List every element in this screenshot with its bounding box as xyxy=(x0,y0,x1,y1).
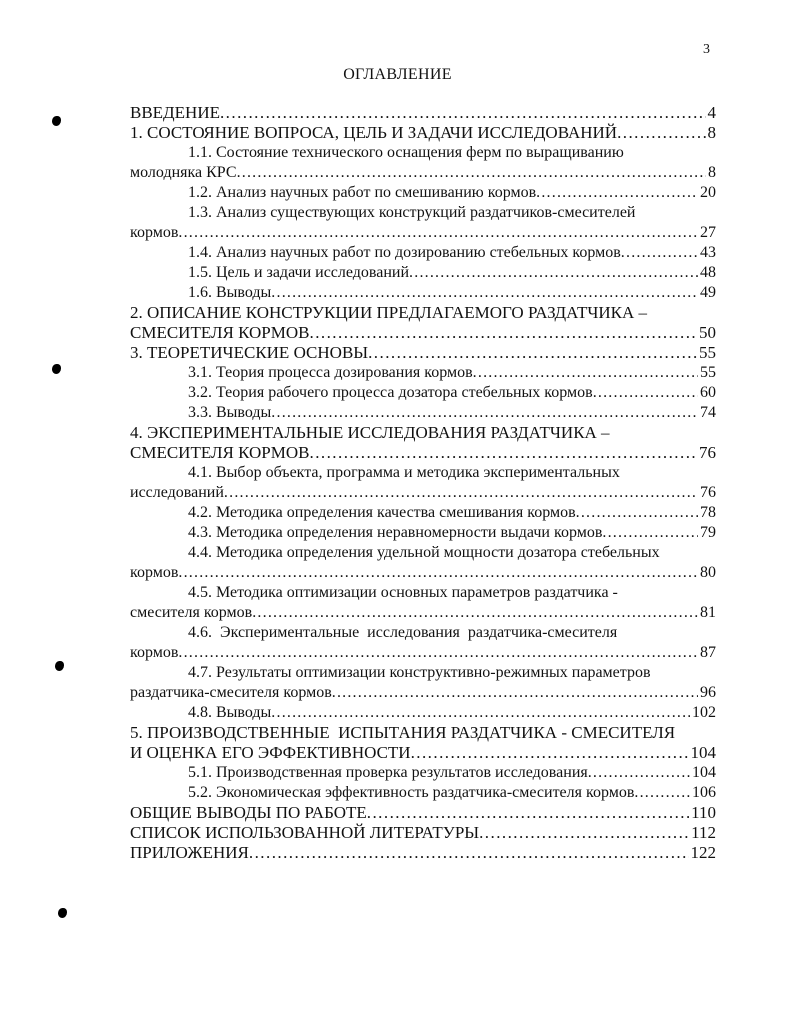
toc-entry-3-3[interactable]: 3.3. Выводы . . . 74 xyxy=(130,402,716,422)
toc-entry-4-6-cont[interactable]: кормов . . . 87 xyxy=(130,642,716,662)
toc-entry-section-4[interactable]: 4. ЭКСПЕРИМЕНТАЛЬНЫЕ ИССЛЕДОВАНИЯ РАЗДАТЧИКА – xyxy=(130,423,610,442)
toc-entry-intro[interactable]: ВВЕДЕНИЕ . . . 4 xyxy=(130,102,716,122)
page-number: 3 xyxy=(703,42,710,57)
toc-entry-4-1[interactable]: 4.1. Выбор объекта, программа и методика экспериментальных xyxy=(188,464,620,481)
toc-entry-section-5[interactable]: 5. ПРОИЗВОДСТВЕННЫЕ ИСПЫТАНИЯ РАЗДАТЧИКА - СМЕСИТЕЛЯ xyxy=(130,723,676,742)
toc-entry-section-2[interactable]: 2. ОПИСАНИЕ КОНСТРУКЦИИ ПРЕДЛАГАЕМОГО РАЗДАТЧИКА – xyxy=(130,303,648,322)
toc-entry-1-5[interactable]: 1.5. Цель и задачи исследований . . . 48 xyxy=(130,262,716,282)
toc-entry-4-3[interactable]: 4.3. Методика определения неравномерности выдачи кормов . . . 79 xyxy=(130,522,716,542)
toc-entry-section-2-cont[interactable]: СМЕСИТЕЛЯ КОРМОВ . . . 50 xyxy=(130,322,716,342)
toc-entry-references[interactable]: СПИСОК ИСПОЛЬЗОВАННОЙ ЛИТЕРАТУРЫ . . . 112 xyxy=(130,822,716,842)
toc-entry-1-6[interactable]: 1.6. Выводы . . . 49 xyxy=(130,282,716,302)
toc-entry-1-1[interactable]: 1.1. Состояние технического оснащения ферм по выращиванию xyxy=(188,144,624,161)
toc-entry-4-5-cont[interactable]: смесителя кормов . . . 81 xyxy=(130,602,716,622)
punch-hole-mark xyxy=(58,908,67,918)
toc-entry-3-1[interactable]: 3.1. Теория процесса дозирования кормов . . . 55 xyxy=(130,362,716,382)
toc-entry-1-2[interactable]: 1.2. Анализ научных работ по смешиванию кормов . . . 20 xyxy=(130,182,716,202)
toc-entry-4-1-cont[interactable]: исследований . . . 76 xyxy=(130,482,716,502)
punch-hole-mark xyxy=(55,661,64,671)
toc-entry-4-6[interactable]: 4.6. Экспериментальные исследования раздатчика-смесителя xyxy=(188,624,618,641)
toc-entry-4-5[interactable]: 4.5. Методика оптимизации основных параметров раздатчика - xyxy=(188,584,618,601)
toc-entry-1-4[interactable]: 1.4. Анализ научных работ по дозированию стебельных кормов . . . 43 xyxy=(130,242,716,262)
toc-entry-section-1[interactable]: 1. СОСТОЯНИЕ ВОПРОСА, ЦЕЛЬ И ЗАДАЧИ ИССЛЕДОВАНИЙ . . . 8 xyxy=(130,122,716,142)
page-title: ОГЛАВЛЕНИЕ xyxy=(343,66,452,83)
toc-entry-1-3-cont[interactable]: кормов . . . 27 xyxy=(130,222,716,242)
toc-entry-1-1-cont[interactable]: молодняка КРС . . . 8 xyxy=(130,162,716,182)
punch-hole-mark xyxy=(52,364,61,374)
toc-entry-4-2[interactable]: 4.2. Методика определения качества смешивания кормов . . . 78 xyxy=(130,502,716,522)
toc-entry-5-2[interactable]: 5.2. Экономическая эффективность раздатчика-смесителя кормов . . . 106 xyxy=(130,782,716,802)
toc-entry-4-7-cont[interactable]: раздатчика-смесителя кормов . . . 96 xyxy=(130,682,716,702)
toc-entry-5-1[interactable]: 5.1. Производственная проверка результатов исследования . . . 104 xyxy=(130,762,716,782)
toc-entry-4-8[interactable]: 4.8. Выводы . . . 102 xyxy=(130,702,716,722)
toc-entry-section-5-cont[interactable]: И ОЦЕНКА ЕГО ЭФФЕКТИВНОСТИ . . . 104 xyxy=(130,742,716,762)
toc-entry-3-2[interactable]: 3.2. Теория рабочего процесса дозатора стебельных кормов . . . 60 xyxy=(130,382,716,402)
toc-entry-section-4-cont[interactable]: СМЕСИТЕЛЯ КОРМОВ . . . 76 xyxy=(130,442,716,462)
toc-entry-4-4-cont[interactable]: кормов . . . 80 xyxy=(130,562,716,582)
toc-entry-conclusions[interactable]: ОБЩИЕ ВЫВОДЫ ПО РАБОТЕ . . . 110 xyxy=(130,802,716,822)
toc-entry-appendices[interactable]: ПРИЛОЖЕНИЯ . . . 122 xyxy=(130,842,716,862)
toc-entry-section-3[interactable]: 3. ТЕОРЕТИЧЕСКИЕ ОСНОВЫ . . . 55 xyxy=(130,342,716,362)
toc-entry-1-3[interactable]: 1.3. Анализ существующих конструкций раздатчиков-смесителей xyxy=(188,204,636,221)
punch-hole-mark xyxy=(52,116,61,126)
toc-entry-4-4[interactable]: 4.4. Методика определения удельной мощности дозатора стебельных xyxy=(188,544,660,561)
toc-entry-4-7[interactable]: 4.7. Результаты оптимизации конструктивно-режимных параметров xyxy=(188,664,651,681)
